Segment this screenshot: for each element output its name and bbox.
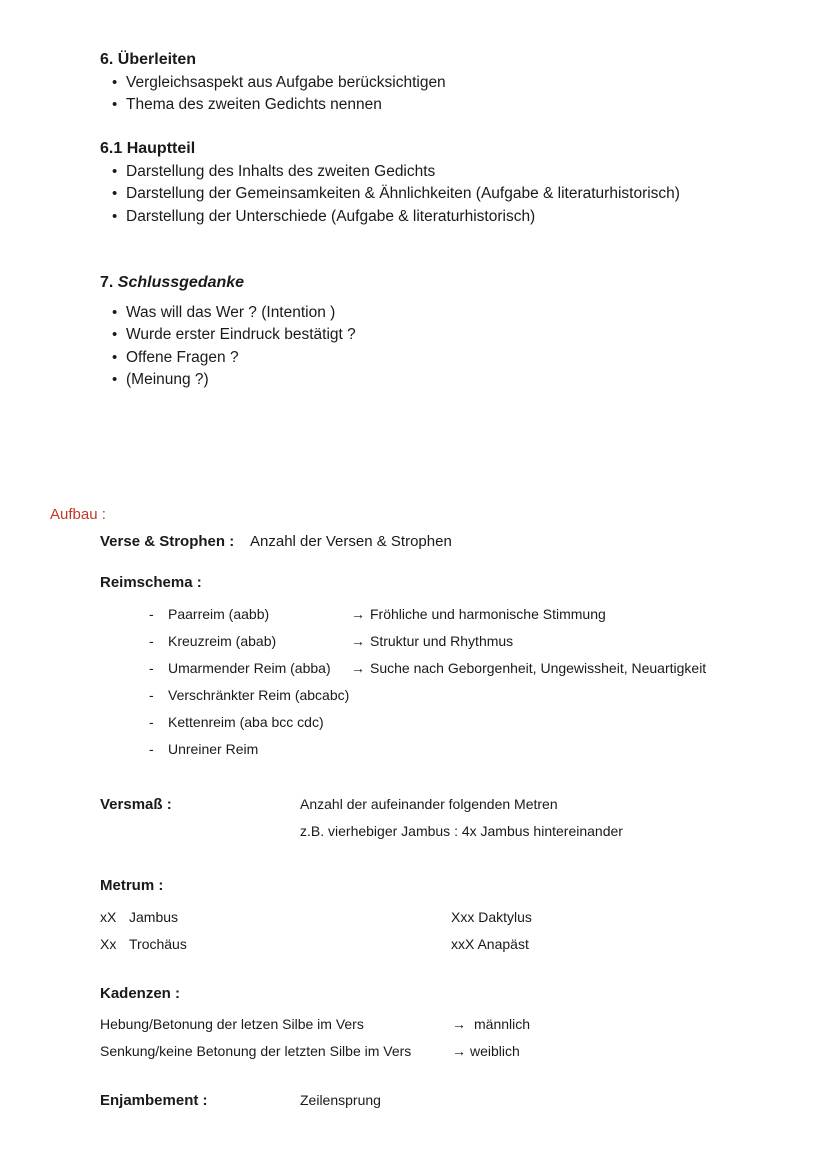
section-7-number: 7. — [100, 274, 118, 291]
metrum-name: Trochäus — [129, 936, 187, 952]
list-item: • Darstellung der Unterschiede (Aufgabe & literaturhistorisch) — [112, 206, 680, 228]
list-item: • Darstellung der Gemeinsamkeiten & Ähnlichkeiten (Aufgabe & literaturhistorisch) — [112, 183, 680, 205]
reim-name: Kreuzreim (abab) — [168, 633, 277, 649]
section-6-title: 6. Überleiten — [100, 51, 197, 68]
dash: - — [149, 633, 154, 649]
versmass-line-1: Anzahl der aufeinander folgenden Metren — [300, 796, 558, 812]
kadenz-text: Senkung/keine Betonung der letzten Silbe im Vers — [100, 1043, 412, 1059]
kadenz-text: Hebung/Betonung der letzen Silbe im Vers — [100, 1016, 364, 1032]
dash: - — [149, 687, 154, 703]
verse-value: Anzahl der Versen & Strophen — [250, 533, 452, 550]
arrow-icon: → — [452, 1043, 466, 1059]
enjambement-label: Enjambement : — [100, 1092, 208, 1109]
list-item: • Offene Fragen ? — [112, 347, 356, 369]
versmass-label: Versmaß : — [100, 796, 172, 813]
arrow-icon: → — [452, 1016, 466, 1032]
section-6-1-title: 6.1 Hauptteil — [100, 140, 196, 157]
metrum-symbol: Xx — [100, 936, 117, 952]
aufbau-heading: Aufbau : — [50, 506, 106, 523]
verse-label: Verse & Strophen : — [100, 533, 235, 550]
metrum-label: Metrum : — [100, 877, 164, 894]
reim-name: Verschränkter Reim (abcabc) — [168, 687, 350, 703]
list-item: • Vergleichsaspekt aus Aufgabe berücksichtigen — [112, 72, 446, 94]
reim-note: Struktur und Rhythmus — [370, 633, 514, 649]
section-7-list — [112, 302, 356, 391]
list-item: • Wurde erster Eindruck bestätigt ? — [112, 324, 356, 346]
list-item: • Darstellung des Inhalts des zweiten Gedichts — [112, 161, 680, 183]
enjambement-value: Zeilensprung — [300, 1092, 381, 1108]
reim-name: Unreiner Reim — [168, 741, 259, 757]
reim-name: Paarreim (aabb) — [168, 606, 270, 622]
metrum-right: xxX Anapäst — [451, 936, 529, 952]
versmass-line-2: z.B. vierhebiger Jambus : 4x Jambus hintereinander — [300, 823, 623, 839]
list-item: • Was will das Wer ? (Intention ) — [112, 302, 356, 324]
dash: - — [149, 606, 154, 622]
reim-note: Suche nach Geborgenheit, Ungewissheit, Neuartigkeit — [370, 660, 707, 676]
dash: - — [149, 714, 154, 730]
arrow-icon: → — [351, 660, 365, 676]
reim-name: Umarmender Reim (abba) — [168, 660, 331, 676]
metrum-symbol: xX — [100, 909, 117, 925]
arrow-icon: → — [351, 633, 365, 649]
kadenz-result: männlich — [474, 1016, 531, 1032]
list-item: • (Meinung ?) — [112, 369, 356, 391]
section-6-1-list — [112, 161, 680, 228]
arrow-icon: → — [351, 606, 365, 622]
section-7-text: Schlussgedanke — [117, 274, 245, 291]
kadenzen-label: Kadenzen : — [100, 985, 181, 1002]
reim-name: Kettenreim (aba bcc cdc) — [168, 714, 324, 730]
list-item: • Thema des zweiten Gedichts nennen — [112, 94, 446, 116]
reim-note: Fröhliche und harmonische Stimmung — [370, 606, 606, 622]
section-7-title — [100, 274, 244, 292]
section-6-list — [112, 72, 446, 117]
dash: - — [149, 741, 154, 757]
metrum-name: Jambus — [129, 909, 179, 925]
metrum-right: Xxx Daktylus — [451, 909, 532, 925]
dash: - — [149, 660, 154, 676]
kadenz-result: weiblich — [470, 1043, 520, 1059]
reim-label: Reimschema : — [100, 574, 202, 591]
